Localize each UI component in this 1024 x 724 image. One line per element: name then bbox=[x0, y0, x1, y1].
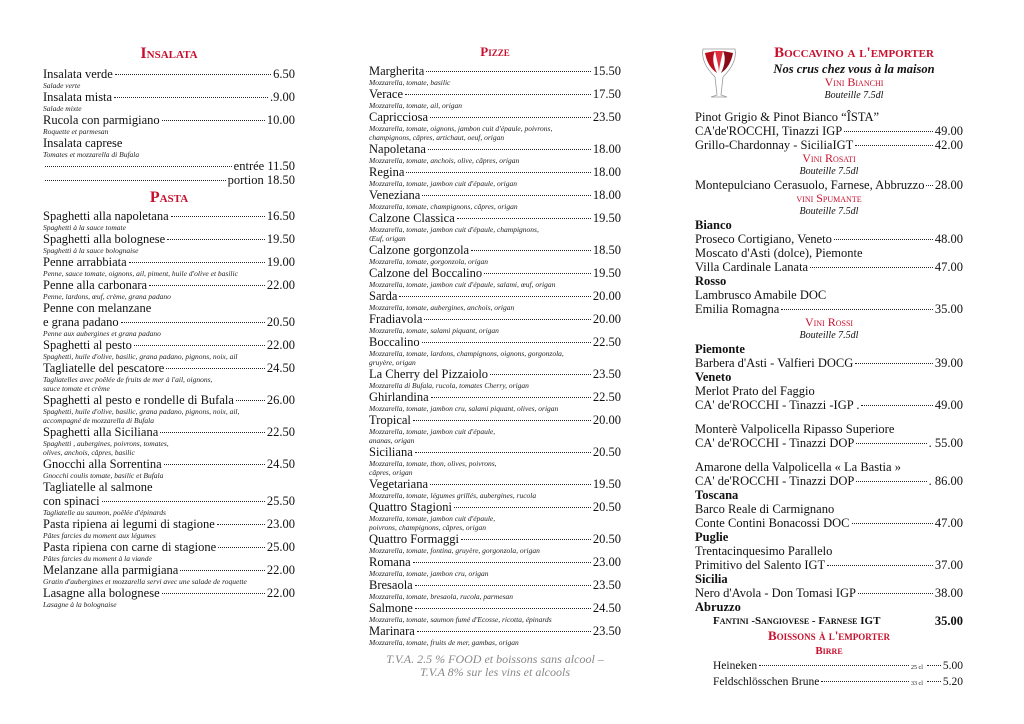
menu-item-desc: olives, anchois, câpres, basilic bbox=[43, 448, 135, 457]
menu-item bbox=[43, 278, 295, 292]
menu-item-price: 25.50 bbox=[266, 494, 295, 508]
menu-item-name: Margherita bbox=[369, 64, 425, 78]
menu-item-desc: Mozzarella, tomate, fruits de mer, gambas, origan bbox=[369, 638, 519, 647]
menu-item-name: Insalata mista bbox=[43, 90, 113, 104]
menu-item bbox=[43, 90, 295, 104]
menu-item bbox=[695, 124, 963, 138]
menu-item bbox=[369, 110, 621, 124]
menu-item-price: 23.00 bbox=[266, 517, 295, 531]
menu-item-desc: Mozzarella, tomate, bresaola, rucola, parmesan bbox=[369, 592, 514, 601]
wine-barco: Barco Reale di Carmignano bbox=[695, 502, 835, 516]
menu-item-name: Emilia Romagna bbox=[695, 302, 780, 316]
menu-item bbox=[369, 624, 621, 638]
menu-item-price: 47.00 bbox=[934, 260, 963, 274]
menu-item-name: Pasta ripiena con carne di stagione bbox=[43, 540, 217, 554]
menu-item-desc: gruyère, origan bbox=[369, 358, 416, 367]
menu-item-name: Romana bbox=[369, 555, 411, 569]
menu-item-name: Vegetariana bbox=[369, 477, 428, 491]
menu-item-name: Boccalino bbox=[369, 335, 420, 349]
menu-item-desc: Spaghetti , aubergines, poivrons, tomates, bbox=[43, 439, 169, 448]
menu-item-desc: Tagliatelle au saumon, poêlée d'épinards bbox=[43, 508, 166, 517]
menu-item-price: 42.00 bbox=[934, 138, 963, 152]
menu-item-name: Spaghetti alla Siciliana bbox=[43, 425, 159, 439]
menu-item-name: Veneziana bbox=[369, 188, 421, 202]
menu-item-name: Moscato d'Asti (dolce), Piemonte bbox=[695, 246, 863, 260]
spumante-bianco-list bbox=[695, 232, 963, 274]
wine-primitivo: Primitivo del Salento IGT 37.00 bbox=[695, 558, 963, 572]
menu-item-price: 48.00 bbox=[934, 232, 963, 246]
menu-item-name: Insalata verde bbox=[43, 67, 113, 81]
menu-item bbox=[369, 477, 621, 491]
menu-item bbox=[43, 540, 295, 554]
beer-volume: 25 cl bbox=[911, 665, 923, 671]
menu-item bbox=[43, 338, 295, 352]
vini-rosati-title: Vini Rosati bbox=[802, 151, 856, 165]
menu-item-name: Lasagne alla bolognese bbox=[43, 586, 160, 600]
menu-item-desc: Mozzarella, tomate, aubergines, anchois, origan bbox=[369, 303, 515, 312]
menu-item-price: 15.50 bbox=[592, 64, 621, 78]
menu-item-name: Lambrusco Amabile DOC bbox=[695, 288, 827, 302]
menu-item-price: 24.50 bbox=[592, 601, 621, 615]
menu-item: e grana padano 20.50 bbox=[43, 315, 295, 329]
insalata-list bbox=[43, 67, 295, 159]
menu-item-name: Quattro Stagioni bbox=[369, 500, 452, 514]
menu-item bbox=[43, 517, 295, 531]
menu-item-desc: Mozzarella, tomate, lardons, champignons, oignons, gorgonzola, bbox=[369, 349, 564, 358]
bottle-size-bianchi: Bouteille 7.5dl bbox=[824, 90, 884, 101]
menu-item-name: Bresaola bbox=[369, 578, 413, 592]
menu-item-desc: Mozzarella, tomate, jambon cuit d'épaule, origan bbox=[369, 179, 517, 188]
menu-item-price: 19.50 bbox=[592, 211, 621, 225]
menu-item bbox=[369, 312, 621, 326]
rosati-list bbox=[695, 178, 963, 192]
menu-item-name: Fradiavola bbox=[369, 312, 423, 326]
rosso-label: Rosso bbox=[695, 274, 727, 288]
menu-item-price: 22.00 bbox=[266, 563, 295, 577]
wine-amarone: Amarone della Valpolicella « La Bastia » bbox=[695, 460, 901, 474]
menu-item-desc: Spaghetti à la sauce bolognaise bbox=[43, 246, 139, 255]
menu-item-name: Insalata caprese bbox=[43, 136, 123, 150]
menu-item bbox=[369, 532, 621, 546]
menu-item bbox=[369, 243, 621, 257]
menu-item-desc: champignons, câpres, artichaut, oeuf, origan bbox=[369, 133, 505, 142]
menu-item-desc: Gratin d'aubergines et mozzarella servi avec une salade de roquette bbox=[43, 577, 247, 586]
wine-trenta: Trentacinquesimo Parallelo bbox=[695, 544, 833, 558]
menu-item bbox=[695, 232, 963, 246]
menu-item bbox=[695, 302, 963, 316]
menu-item-price: 10.00 bbox=[266, 113, 295, 127]
column-middle bbox=[369, 40, 621, 679]
menu-item-desc: Mozzarella, tomate, gorgonzola, origan bbox=[369, 257, 489, 266]
vini-bianchi-title: Vini Bianchi bbox=[824, 75, 884, 89]
menu-item bbox=[369, 211, 621, 225]
menu-item-desc: Mozzarella, tomate, jambon cuit d'épaule, salami, œuf, origan bbox=[369, 280, 556, 289]
menu-item-price: 23.50 bbox=[592, 624, 621, 638]
menu-item-name: Penne arrabbiata bbox=[43, 255, 127, 269]
menu-item-name: Salmone bbox=[369, 601, 413, 615]
menu-item bbox=[695, 178, 963, 192]
menu-item-desc: Roquette et parmesan bbox=[43, 127, 109, 136]
menu-item-desc: Penne, sauce tomate, oignons, ail, piment, huile d'olive et basilic bbox=[43, 269, 238, 278]
menu-item-name: La Cherry del Pizzaiolo bbox=[369, 367, 489, 381]
menu-item-name: Marinara bbox=[369, 624, 415, 638]
menu-item-name: Verace bbox=[369, 87, 403, 101]
menu-item bbox=[369, 289, 621, 303]
menu-item-desc: Pâtes farcies du moment à la viande bbox=[43, 554, 152, 563]
menu-item-name: Pasta ripiena ai legumi di stagione bbox=[43, 517, 215, 531]
beer-name: Feldschlösschen Brune bbox=[713, 676, 820, 688]
menu-item-price: 28.00 bbox=[934, 178, 963, 192]
bianco-label: Bianco bbox=[695, 218, 732, 232]
menu-item-price: 19.50 bbox=[592, 477, 621, 491]
emporter-subtitle: Nos crus chez vous à la maison bbox=[773, 62, 935, 76]
menu-item-price: 22.50 bbox=[592, 390, 621, 404]
menu-item-name: Regina bbox=[369, 165, 405, 179]
menu-item-desc: Mozzarella, tomate, ail, origan bbox=[369, 101, 463, 110]
menu-item-name: Melanzane alla parmigiana bbox=[43, 563, 179, 577]
menu-item bbox=[369, 500, 621, 514]
menu-item bbox=[369, 188, 621, 202]
menu-item-desc: Penne aux aubergines et grana padano bbox=[43, 329, 161, 338]
menu-item-price: 23.50 bbox=[592, 367, 621, 381]
insalata-entree: entrée 11.50 bbox=[43, 159, 295, 173]
emporter-title: Boccavino a l'emporter bbox=[774, 45, 934, 61]
menu-item-name: Calzone del Boccalino bbox=[369, 266, 483, 280]
bottle-size-spumante: Bouteille 7.5dl bbox=[799, 206, 859, 217]
beer-volume: 33 cl bbox=[911, 681, 923, 687]
menu-item bbox=[43, 209, 295, 223]
birre-title: Birre bbox=[815, 645, 843, 657]
menu-item-price: 26.00 bbox=[266, 393, 295, 407]
menu-item-desc: Mozzarella di Bufala, rucola, tomates Cherry, origan bbox=[369, 381, 529, 390]
menu-item bbox=[43, 113, 295, 127]
wine-conte: Conte Contini Bonacossi DOC 47.00 bbox=[695, 516, 963, 530]
vini-rossi-title: Vini Rossi bbox=[804, 315, 854, 329]
menu-item bbox=[369, 165, 621, 179]
menu-item bbox=[43, 425, 295, 439]
menu-item-desc: Mozzarella, tomate, oignons, jambon cuit d'épaule, poivrons, bbox=[369, 124, 553, 133]
menu-item-desc: Mozzarella, tomate, jambon cru, origan bbox=[369, 569, 489, 578]
menu-item-name: CA'de'ROCCHI, Tinazzi IGP bbox=[695, 124, 843, 138]
menu-item bbox=[369, 367, 621, 381]
menu-item-price: 20.00 bbox=[592, 312, 621, 326]
menu-item-desc: Mozzarella, tomate, saumon fumé d'Ecosse, ricotta, épinards bbox=[369, 615, 552, 624]
vat-note-1: T.V.A. 2.5 % FOOD et boissons sans alcool – bbox=[386, 652, 604, 666]
menu-item-desc: câpres, origan bbox=[369, 468, 413, 477]
menu-item-name: Penne alla carbonara bbox=[43, 278, 148, 292]
menu-item-desc: Mozzarella, tomate, anchois, olive, câpres, origan bbox=[369, 156, 520, 165]
menu-item-desc: Mozzarella, tomate, champignons, câpres, origan bbox=[369, 202, 518, 211]
menu-item-desc: poivrons, champignons, câpres, origan bbox=[369, 523, 486, 532]
menu-item: con spinaci 25.50 bbox=[43, 494, 295, 508]
beer-name: Heineken bbox=[713, 660, 758, 672]
menu-item bbox=[43, 563, 295, 577]
boissons-title: Boissons à l'emporter bbox=[768, 628, 890, 643]
menu-item-name: Rucola con parmigiano bbox=[43, 113, 160, 127]
menu-item-price: 19.50 bbox=[266, 232, 295, 246]
birre-list bbox=[695, 659, 963, 691]
menu-item-price: 49.00 bbox=[934, 124, 963, 138]
pasta-title: Pasta bbox=[149, 189, 189, 206]
beer-price: 5.00 bbox=[942, 660, 963, 672]
menu-item-desc: Penne, lardons, œuf, crème, grana padano bbox=[43, 292, 171, 301]
menu-item-desc: sauce tomate et crème bbox=[43, 384, 110, 393]
wine-merlot: Merlot Prato del Faggio bbox=[695, 384, 815, 398]
menu-item-price: 35.00 bbox=[934, 302, 963, 316]
menu-item-name: Tagliatelle al salmone bbox=[43, 480, 153, 494]
menu-item bbox=[43, 255, 295, 269]
menu-item-name: Spaghetti al pesto bbox=[43, 338, 132, 352]
menu-item-price: 6.50 bbox=[273, 67, 295, 81]
menu-item-desc: Tagliatelles avec poêlée de fruits de mer à l'ail, oignons, bbox=[43, 375, 213, 384]
menu-item-name: Spaghetti alla bolognese bbox=[43, 232, 166, 246]
menu-item bbox=[369, 555, 621, 569]
menu-item-name: Siciliana bbox=[369, 445, 413, 459]
menu-item-price: 19.50 bbox=[592, 266, 621, 280]
column-left bbox=[43, 40, 295, 609]
bianchi-list bbox=[695, 124, 963, 152]
menu-item-name: Villa Cardinale Lanata bbox=[695, 260, 809, 274]
column-right bbox=[695, 40, 963, 691]
menu-item-price: 22.50 bbox=[266, 425, 295, 439]
region-sicilia: Sicilia bbox=[695, 572, 728, 586]
menu-item bbox=[43, 393, 295, 407]
insalata-portion: portion 18.50 bbox=[43, 173, 295, 187]
spumante-rosso-list bbox=[695, 288, 963, 316]
menu-item-desc: Mozzarella, tomate, jambon cuit d'épaule, champignons, bbox=[369, 225, 539, 234]
wine-cadero-dop-ripasso: CA' de'ROCCHI - Tinazzi DOP . 55.00 bbox=[695, 436, 963, 450]
wine-montere: Monterè Valpolicella Ripasso Superiore bbox=[695, 422, 895, 436]
menu-item-name: Capricciosa bbox=[369, 110, 429, 124]
menu-item bbox=[369, 64, 621, 78]
menu-item-name: Montepulciano Cerasuolo, Farnese, Abbruzzo bbox=[695, 178, 925, 192]
menu-item bbox=[369, 87, 621, 101]
menu-item-price: 18.50 bbox=[592, 243, 621, 257]
menu-item-name: Penne con melanzane bbox=[43, 301, 152, 315]
menu-item-desc: Œuf, origan bbox=[369, 234, 406, 243]
region-piemonte: Piemonte bbox=[695, 342, 745, 356]
menu-item bbox=[43, 361, 295, 375]
menu-item bbox=[369, 266, 621, 280]
vat-note-2: T.V.A 8% sur les vins et alcools bbox=[420, 665, 570, 679]
menu-item-price: 20.00 bbox=[592, 289, 621, 303]
menu-item-price: 18.00 bbox=[592, 188, 621, 202]
menu-item-desc: Mozzarella, tomate, jambon cuit d'épaule, bbox=[369, 427, 496, 436]
menu-item-name: Sarda bbox=[369, 289, 398, 303]
wine-cadero-dop-amarone: CA' de'ROCCHI - Tinazzi DOP . 86.00 bbox=[695, 474, 963, 488]
menu-item-price: .9.00 bbox=[270, 90, 295, 104]
vini-spumante-title: vini Spumante bbox=[796, 191, 862, 205]
menu-item-price: 18.00 bbox=[592, 165, 621, 179]
menu-item-price: 22.50 bbox=[592, 335, 621, 349]
menu-item-desc: Spaghetti, huile d'olive, basilic, grana padano, pignons, noix, ail bbox=[43, 352, 238, 361]
menu-item-price: 20.00 bbox=[592, 413, 621, 427]
menu-item-price: 17.50 bbox=[592, 87, 621, 101]
beer-price: 5.20 bbox=[942, 676, 963, 688]
menu-item-price: 19.00 bbox=[266, 255, 295, 269]
menu-item-price: 18.00 bbox=[592, 142, 621, 156]
menu-item-price: 23.50 bbox=[592, 110, 621, 124]
menu-item bbox=[369, 413, 621, 427]
menu-item-price: 24.50 bbox=[266, 361, 295, 375]
menu-item-desc: Salade mixte bbox=[43, 104, 82, 113]
menu-item-name: Gnocchi alla Sorrentina bbox=[43, 457, 162, 471]
menu-item-desc: accompagné de mozzarella di Bufala bbox=[43, 416, 154, 425]
menu-item bbox=[369, 142, 621, 156]
menu-item-desc: Mozzarella, tomate, basilic bbox=[369, 78, 451, 87]
menu-item-name: Spaghetti al pesto e rondelle di Bufala bbox=[43, 393, 234, 407]
menu-item bbox=[43, 232, 295, 246]
menu-item-name: Spaghetti alla napoletana bbox=[43, 209, 169, 223]
menu-item-desc: Tomates et mozzarella di Bufala bbox=[43, 150, 140, 159]
menu-item-price: 25.00 bbox=[266, 540, 295, 554]
menu-item-price: 20.50 bbox=[592, 445, 621, 459]
menu-item bbox=[695, 260, 963, 274]
insalata-title: Insalata bbox=[140, 45, 198, 62]
menu-item-price: 22.00 bbox=[266, 338, 295, 352]
menu-item-desc: Mozzarella, tomate, légumes grillés, aubergines, rucola bbox=[369, 491, 537, 500]
bianchi-intro: Pinot Grigio & Pinot Bianco “ÎSTA” bbox=[695, 110, 880, 124]
menu-item bbox=[369, 335, 621, 349]
menu-item-desc: Pâtes farcies du moment aux légumes bbox=[43, 531, 156, 540]
bottle-size-rosati: Bouteille 7.5dl bbox=[799, 166, 859, 177]
pizze-title: Pizze bbox=[480, 44, 510, 59]
menu-item bbox=[43, 67, 295, 81]
menu-item-desc: Mozzarella, tomate, jambon cuit d'épaule, bbox=[369, 514, 496, 523]
menu-item-name: Calzone gorgonzola bbox=[369, 243, 470, 257]
region-abruzzo: Abruzzo bbox=[695, 600, 741, 614]
menu-item bbox=[369, 390, 621, 404]
menu-item-desc: Gnocchi coulis tomate, basilic et Bufala bbox=[43, 471, 164, 480]
menu-item-price: 23.00 bbox=[592, 555, 621, 569]
beer-item bbox=[713, 659, 963, 675]
menu-item-desc: Lasagne à la bolognaise bbox=[43, 600, 117, 609]
region-toscana: Toscana bbox=[695, 488, 739, 502]
menu-item bbox=[695, 138, 963, 152]
menu-item-desc: Mozzarella, tomate, thon, olives, poivrons, bbox=[369, 459, 497, 468]
menu-item bbox=[43, 457, 295, 471]
menu-item-price: 22.00 bbox=[266, 278, 295, 292]
menu-item-name: Quattro Formaggi bbox=[369, 532, 459, 546]
menu-item-desc: Spaghetti, huile d'olive, basilic, grana padano, pignons, noix, ail, bbox=[43, 407, 240, 416]
bottle-size-rossi: Bouteille 7.5dl bbox=[799, 330, 859, 341]
menu-item-desc: Spaghetti à la sauce tomate bbox=[43, 223, 126, 232]
region-veneto: Veneto bbox=[695, 370, 732, 384]
menu-item-price: 20.50 bbox=[266, 315, 295, 329]
pizze-list bbox=[369, 64, 621, 647]
menu-item-name: Tagliatelle del pescatore bbox=[43, 361, 165, 375]
menu-item-name: Ghirlandina bbox=[369, 390, 429, 404]
menu-item-name: Grillo-Chardonnay - SiciliaIGT bbox=[695, 138, 854, 152]
menu-item-name: Proseco Cortigiano, Veneto bbox=[695, 232, 832, 246]
menu-item-price: 20.50 bbox=[592, 532, 621, 546]
menu-item bbox=[369, 601, 621, 615]
menu-item-name: Tropical bbox=[369, 413, 411, 427]
menu-item-price: 22.00 bbox=[266, 586, 295, 600]
menu-item-price: 16.50 bbox=[266, 209, 295, 223]
menu-item-desc: Mozzarella, tomate, fontina, gruyère, gorgonzola, origan bbox=[369, 546, 540, 555]
region-puglie: Puglie bbox=[695, 530, 729, 544]
menu-item bbox=[43, 586, 295, 600]
wine-fantini: Fantini -Sangiovese - Farnese IGT 35.00 bbox=[713, 614, 963, 628]
pasta-list bbox=[43, 209, 295, 609]
wine-nero: Nero d'Avola - Don Tomasi IGP 38.00 bbox=[695, 586, 963, 600]
wine-cadero-igp: CA' de'ROCCHI - Tinazzi -IGP . 49.00 bbox=[695, 398, 963, 412]
menu-item-desc: Mozzarella, tomate, jambon cru, salami piquant, olives, origan bbox=[369, 404, 559, 413]
menu-item-name: Napoletana bbox=[369, 142, 426, 156]
menu-item-price: 23.50 bbox=[592, 578, 621, 592]
menu-item bbox=[369, 578, 621, 592]
menu-item-price: 20.50 bbox=[592, 500, 621, 514]
menu-item bbox=[369, 445, 621, 459]
menu-item-desc: Salade verte bbox=[43, 81, 81, 90]
menu-item-desc: ananas, origan bbox=[369, 436, 415, 445]
beer-item bbox=[713, 675, 963, 691]
menu-item-price: 24.50 bbox=[266, 457, 295, 471]
menu-item-name: Calzone Classica bbox=[369, 211, 455, 225]
wine-barbera: Barbera d'Asti - Valfieri DOCG 39.00 bbox=[695, 356, 963, 370]
menu-item-desc: Mozzarella, tomate, salami piquant, origan bbox=[369, 326, 499, 335]
